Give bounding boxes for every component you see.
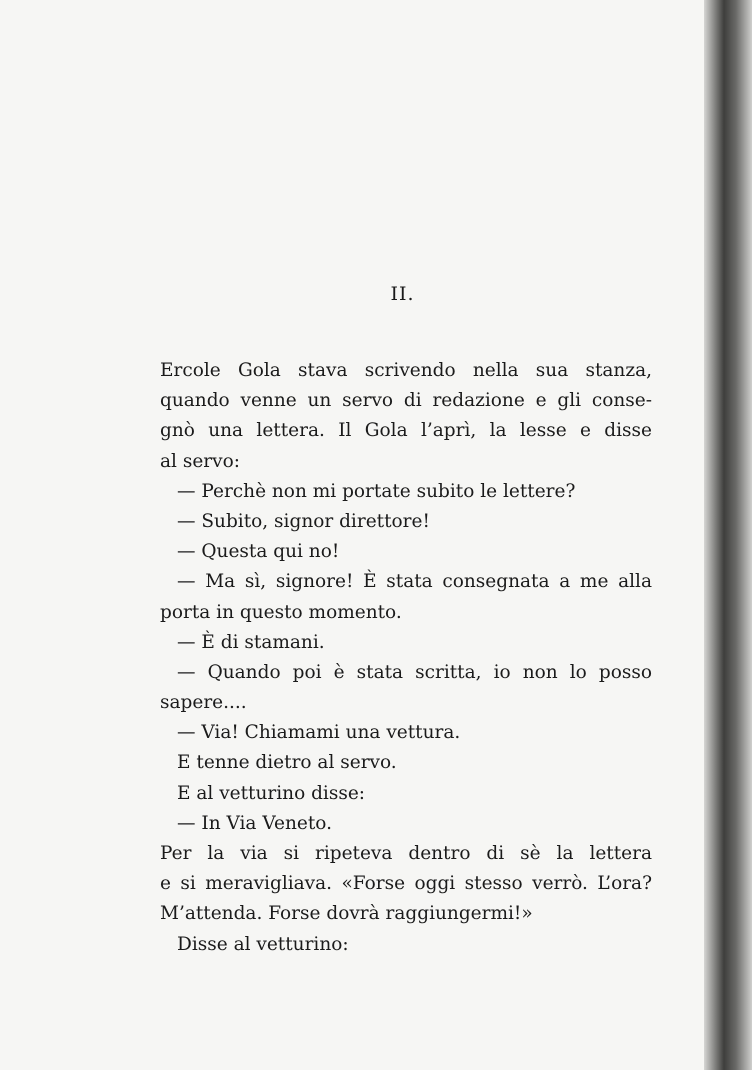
text-line: quando venne un servo di redazione e gli conse- (160, 390, 652, 412)
chapter-heading: II. (390, 283, 415, 305)
text-line: gnò una lettera. Il Gola l’aprì, la lesse e disse (160, 420, 652, 442)
text-line: M’attenda. Forse dovrà raggiungermi!» (160, 903, 533, 925)
text-line: Disse al vetturino: (177, 933, 349, 955)
text-line: al servo: (160, 450, 240, 472)
body-text (160, 356, 652, 960)
text-line: — Questa qui no! (177, 541, 340, 563)
text-line: — È di stamani. (177, 631, 325, 653)
text-line: — Subito, signor direttore! (177, 510, 430, 532)
page-spine-shadow (704, 0, 752, 1070)
text-line: — In Via Veneto. (177, 812, 332, 834)
text-line: E al vetturino disse: (177, 782, 366, 804)
text-line: — Perchè non mi portate subito le lettere? (177, 480, 576, 502)
text-line: — Via! Chiamami una vettura. (177, 722, 461, 744)
text-line: porta in questo momento. (160, 601, 402, 623)
text-line: e si meravigliava. «Forse oggi stesso verrò. L’ora? (160, 873, 652, 895)
text-line: Per la via si ripeteva dentro di sè la lettera (160, 843, 652, 864)
text-line: E tenne dietro al servo. (177, 752, 397, 774)
text-line: — Ma sì, signore! È stata consegnata a me alla (177, 571, 652, 593)
text-line: sapere.... (160, 692, 247, 714)
text-line: — Quando poi è stata scritta, io non lo posso (177, 661, 652, 683)
text-line: Ercole Gola stava scrivendo nella sua stanza, (160, 360, 652, 381)
